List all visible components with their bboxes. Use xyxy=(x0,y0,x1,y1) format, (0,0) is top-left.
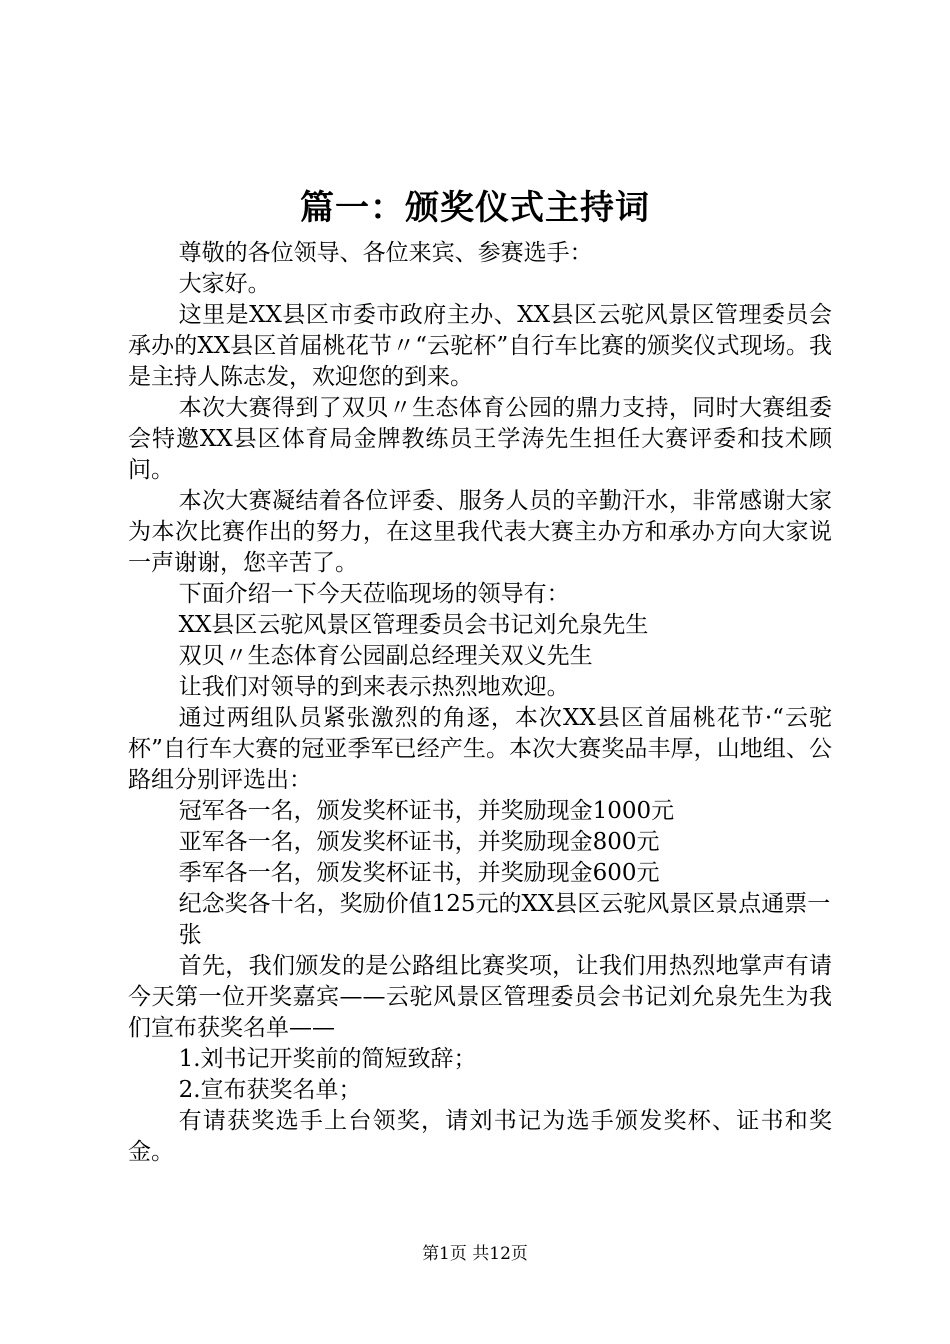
paragraph-prize-souvenir-cont: 张 xyxy=(178,922,202,948)
paragraph-thanks: 本次大赛凝结着各位评委、服务人员的辛勤汗水，非常感谢大家为本次比赛作出的努力，在这里我代表大赛主办方和承办方向大家说一声谢谢，您辛苦了。 xyxy=(128,488,832,576)
paragraph-leader-1: XX县区云驼风景区管理委员会书记刘允泉先生 xyxy=(178,612,649,638)
paragraph-prize-first: 冠军各一名，颁发奖杯证书，并奖励现金1000元 xyxy=(178,798,675,824)
document-title: 篇一：颁奖仪式主持词 xyxy=(300,188,650,228)
paragraph-welcome: 让我们对领导的到来表示热烈地欢迎。 xyxy=(178,674,570,700)
paragraph-prize-second: 亚军各一名，颁发奖杯证书，并奖励现金800元 xyxy=(178,829,660,855)
paragraph-sponsor: 本次大赛得到了双贝〃生态体育公园的鼎力支持，同时大赛组委会特邀XX县区体育局金牌教练员王学涛先生担任大赛评委和技术顾问。 xyxy=(128,395,832,483)
paragraph-competition: 通过两组队员紧张激烈的角逐，本次XX县区首届桃花节·“云驼杯”自行车大赛的冠亚季军已经产生。本次大赛奖品丰厚，山地组、公路组分别评选出： xyxy=(128,705,832,793)
paragraph-leader-2: 双贝〃生态体育公园副总经理关双义先生 xyxy=(178,643,593,669)
paragraph-hello: 大家好。 xyxy=(178,271,271,297)
paragraph-prize-souvenir: 纪念奖各十名，奖励价值125元的XX县区云驼风景区景点通票一 xyxy=(178,891,831,917)
paragraph-prize-third: 季军各一名，颁发奖杯证书，并奖励现金600元 xyxy=(178,860,660,886)
paragraph-greeting: 尊敬的各位领导、各位来宾、参赛选手： xyxy=(178,240,593,266)
paragraph-step-2: 2.宣布获奖名单； xyxy=(178,1077,362,1103)
paragraph-award: 有请获奖选手上台领奖，请刘书记为选手颁发奖杯、证书和奖金。 xyxy=(128,1108,832,1165)
paragraph-leaders-intro: 下面介绍一下今天莅临现场的领导有： xyxy=(178,581,570,607)
paragraph-intro: 这里是XX县区市委市政府主办、XX县区云驼风景区管理委员会承办的XX县区首届桃花节〃“云驼杯”自行车比赛的颁奖仪式现场。我是主持人陈志发，欢迎您的到来。 xyxy=(128,302,832,390)
paragraph-road-group: 首先，我们颁发的是公路组比赛奖项，让我们用热烈地掌声有请今天第一位开奖嘉宾——云驼风景区管理委员会书记刘允泉先生为我们宣布获奖名单—— xyxy=(128,953,832,1041)
paragraph-step-1: 1.刘书记开奖前的简短致辞； xyxy=(178,1046,477,1072)
page-footer: 第1页 共12页 xyxy=(422,1244,528,1264)
document-body xyxy=(128,238,832,1168)
